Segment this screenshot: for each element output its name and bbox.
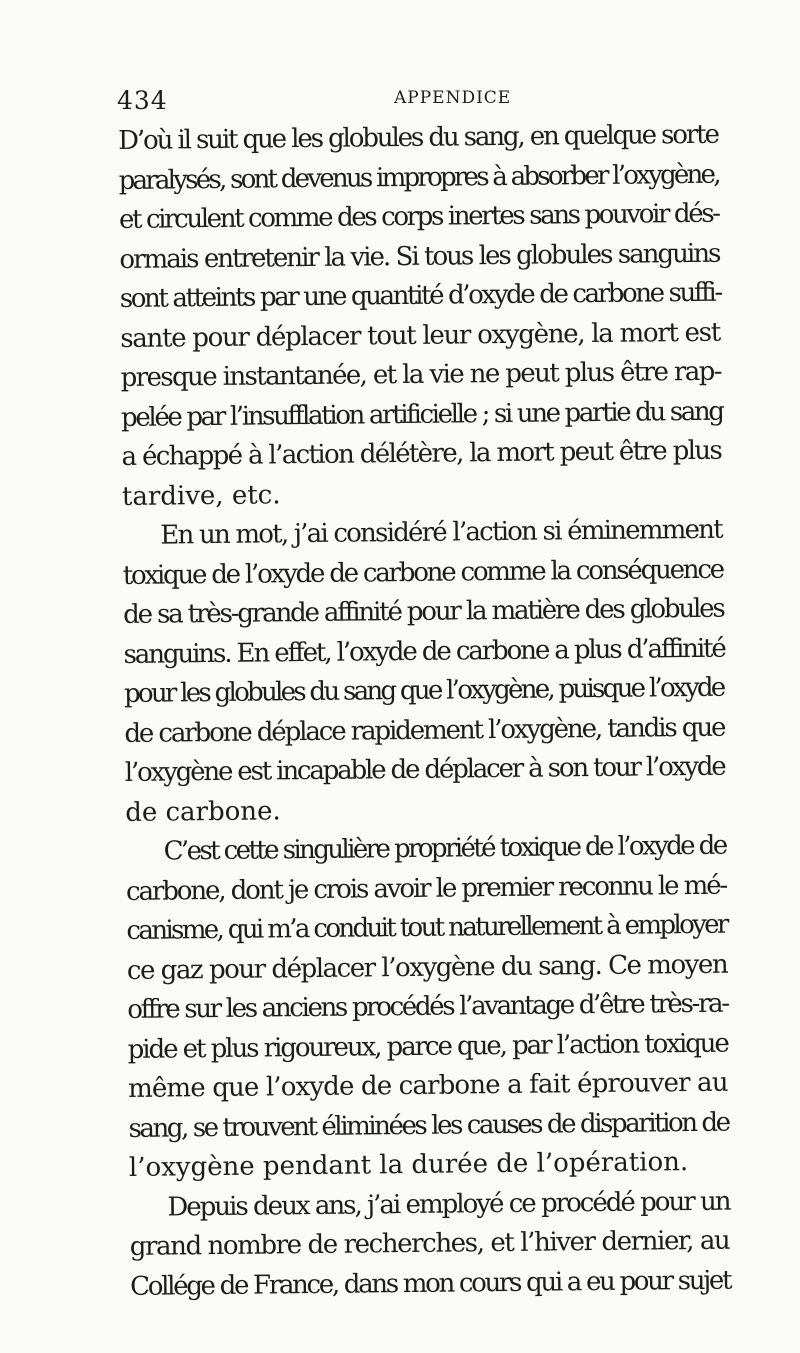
body-text xyxy=(118,116,730,1307)
text-line: pour les globules du sang que l’oxygène, puisque l’oxyde xyxy=(123,672,724,709)
text-line: sont atteints par une quantité d’oxyde de carbone suffi- xyxy=(119,277,721,314)
text-line: sanguins. En effet, l’oxyde de carbone a plus d’affinité xyxy=(123,633,725,670)
text-line: de carbone déplace rapidement l’oxygène, tandis que xyxy=(124,712,725,749)
text-line: de carbone. xyxy=(125,795,281,828)
page-header xyxy=(117,86,717,114)
paragraph-start-line: C’est cette singulière propriété toxique de l’oxyde de xyxy=(163,830,726,867)
paragraph-start-line: Depuis deux ans, j’ai employé ce procédé pour un xyxy=(167,1186,730,1223)
text-line: canisme, qui m’a conduit tout naturellement à employer xyxy=(126,909,727,946)
text-line: presque instantanée, et la vie ne peut plus être rap- xyxy=(120,356,722,393)
text-line: sante pour déplacer tout leur oxygène, la mort est xyxy=(120,317,721,354)
text-line: sang, se trouvent éliminées les causes de disparition de xyxy=(128,1107,729,1144)
text-line: et circulent comme des corps inertes sans pouvoir dés- xyxy=(118,198,719,235)
page-number: 434 xyxy=(117,86,168,115)
text-line: D’où il suit que les globules du sang, en quelque sorte xyxy=(118,119,718,156)
text-line: offre sur les anciens procédés l’avantage d’être très-ra- xyxy=(127,988,728,1025)
text-line: paralysés, sont devenus impropres à absorber l’oxygène, xyxy=(118,159,719,196)
text-line: a échappé à l’action délétère, la mort peut être plus xyxy=(121,435,722,472)
text-line: grand nombre de recherches, et l’hiver dernier, au xyxy=(129,1225,730,1262)
text-line: l’oxygène pendant la durée de l’opération. xyxy=(128,1147,689,1183)
text-line: pide et plus rigoureux, parce que, par l’action toxique xyxy=(127,1028,728,1065)
text-line: ormais entretenir la vie. Si tous les globules sanguins xyxy=(119,238,720,275)
text-line: tardive, etc. xyxy=(121,479,281,512)
text-line: ce gaz pour déplacer l’oxygène du sang. Ce moyen xyxy=(126,949,728,986)
paragraph-start-line: En un mot, j’ai considéré l’action si éminemment xyxy=(160,514,723,551)
text-line: de sa très-grande affinité pour la matière des globules xyxy=(123,593,724,630)
text-line: pelée par l’insufflation artificielle ; si une partie du sang xyxy=(120,396,723,433)
text-line: même que l’oxyde de carbone a fait éprouver au xyxy=(127,1067,728,1104)
running-head: APPENDICE xyxy=(394,88,512,108)
text-line: Collége de France, dans mon cours qui a eu pour sujet xyxy=(130,1265,731,1302)
text-line: carbone, dont je crois avoir le premier reconnu le mé- xyxy=(125,870,727,907)
text-line: l’oxygène est incapable de déplacer à son tour l’oxyde xyxy=(124,751,725,788)
text-line: toxique de l’oxyde de carbone comme la conséquence xyxy=(122,554,724,591)
